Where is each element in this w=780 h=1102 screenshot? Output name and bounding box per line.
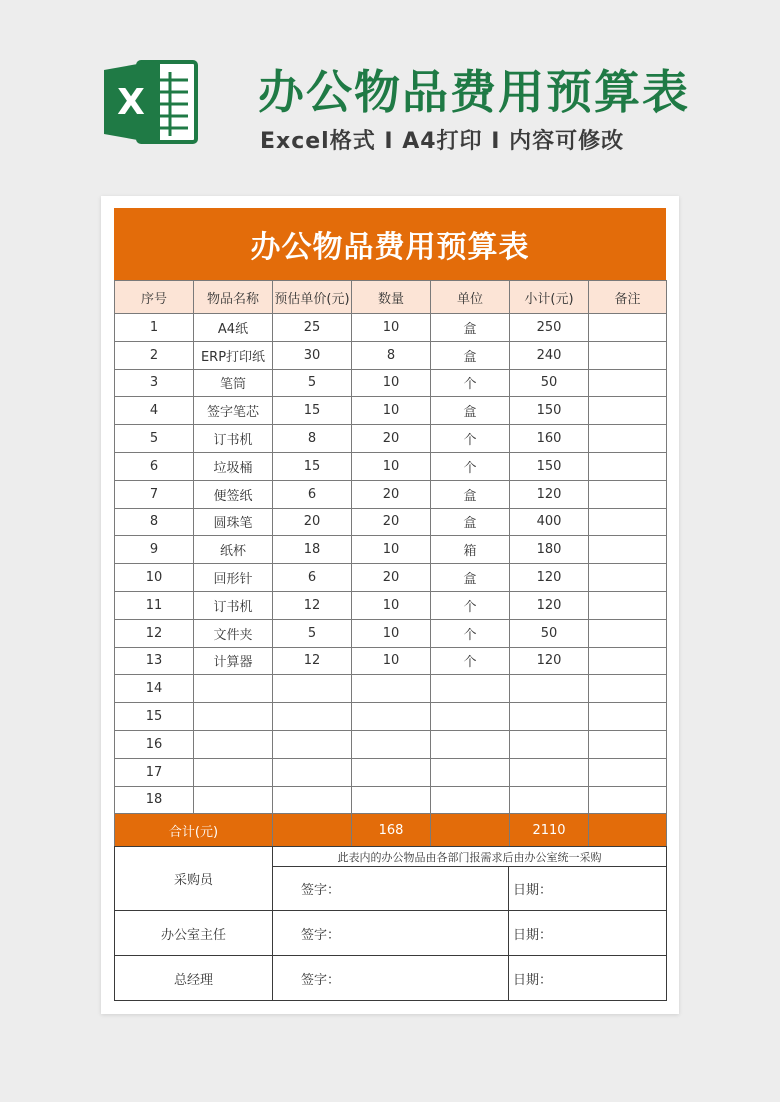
cell-no[interactable]: 14 [115,675,194,703]
cell-qty[interactable]: 10 [352,536,431,564]
cell-unit[interactable]: 个 [431,369,510,397]
column-header-unit: 单位 [431,281,510,314]
cell-unit[interactable]: 盒 [431,480,510,508]
cell-qty[interactable]: 20 [352,480,431,508]
table-row [115,647,667,675]
cell-no[interactable]: 15 [115,703,194,731]
cell-unit[interactable]: 盒 [431,564,510,592]
cell-price[interactable]: 8 [273,425,352,453]
banner-subtitle: Excel格式 I A4打印 I 内容可修改 [260,129,625,154]
cell-qty[interactable] [352,675,431,703]
cell-subtotal[interactable]: 120 [510,647,589,675]
table-row [115,369,667,397]
cell-unit[interactable]: 个 [431,647,510,675]
cell-note[interactable] [589,452,667,480]
sheet-title: 办公物品费用预算表 [114,208,666,280]
cell-name[interactable]: 笔筒 [194,369,273,397]
signer-role: 采购员 [115,847,273,911]
table-row [115,452,667,480]
cell-qty[interactable]: 10 [352,314,431,342]
cell-note[interactable] [589,480,667,508]
table-row [115,480,667,508]
cell-name[interactable]: 订书机 [194,591,273,619]
cell-name[interactable]: 垃圾桶 [194,452,273,480]
cell-qty[interactable]: 10 [352,647,431,675]
date-field[interactable]: 日期： [509,867,667,911]
cell-qty[interactable] [352,786,431,814]
cell-unit[interactable]: 盒 [431,508,510,536]
table-row [115,397,667,425]
column-header-qty: 数量 [352,281,431,314]
column-header-subtotal: 小计(元) [510,281,589,314]
cell-no[interactable]: 16 [115,730,194,758]
cell-name[interactable]: 签字笔芯 [194,397,273,425]
cell-price[interactable]: 5 [273,369,352,397]
date-field[interactable]: 日期： [509,956,667,1001]
cell-price[interactable]: 15 [273,397,352,425]
cell-note[interactable] [589,508,667,536]
cell-note[interactable] [589,730,667,758]
cell-name[interactable]: 计算器 [194,647,273,675]
cell-unit[interactable]: 个 [431,452,510,480]
table-row [115,675,667,703]
table-row [115,619,667,647]
date-field[interactable]: 日期： [509,911,667,956]
cell-name[interactable] [194,703,273,731]
cell-name[interactable] [194,675,273,703]
cell-subtotal[interactable] [510,786,589,814]
cell-name[interactable] [194,758,273,786]
table-row [115,758,667,786]
cell-unit[interactable]: 箱 [431,536,510,564]
cell-price[interactable] [273,675,352,703]
cell-subtotal[interactable]: 400 [510,508,589,536]
cell-price[interactable]: 12 [273,647,352,675]
cell-note[interactable] [589,341,667,369]
cell-no[interactable]: 5 [115,425,194,453]
cell-no[interactable]: 3 [115,369,194,397]
cell-name[interactable]: 文件夹 [194,619,273,647]
cell-name[interactable]: 回形针 [194,564,273,592]
signer-role: 总经理 [115,956,273,1001]
total-note-cell[interactable] [589,814,667,847]
total-row [115,814,667,847]
cell-subtotal[interactable]: 150 [510,397,589,425]
signature-table [114,846,667,1001]
table-row [115,508,667,536]
cell-note[interactable] [589,786,667,814]
cell-qty[interactable]: 20 [352,508,431,536]
cell-price[interactable] [273,758,352,786]
cell-price[interactable]: 30 [273,341,352,369]
cell-no[interactable]: 10 [115,564,194,592]
cell-no[interactable]: 1 [115,314,194,342]
cell-no[interactable]: 9 [115,536,194,564]
cell-qty[interactable]: 10 [352,619,431,647]
total-qty[interactable]: 168 [352,814,431,847]
cell-note[interactable] [589,536,667,564]
cell-no[interactable]: 2 [115,341,194,369]
cell-price[interactable]: 6 [273,564,352,592]
cell-unit[interactable]: 盒 [431,397,510,425]
cell-subtotal[interactable]: 180 [510,536,589,564]
column-header-no: 序号 [115,281,194,314]
signature-field[interactable]: 签字： [273,867,509,911]
cell-subtotal[interactable]: 50 [510,369,589,397]
cell-qty[interactable]: 10 [352,397,431,425]
cell-subtotal[interactable] [510,675,589,703]
column-header-note: 备注 [589,281,667,314]
cell-unit[interactable]: 个 [431,619,510,647]
cell-price[interactable]: 6 [273,480,352,508]
cell-price[interactable]: 20 [273,508,352,536]
cell-price[interactable]: 18 [273,536,352,564]
total-subtotal[interactable]: 2110 [510,814,589,847]
cell-name[interactable]: 便签纸 [194,480,273,508]
table-row [115,786,667,814]
footer-note: 此表内的办公物品由各部门报需求后由办公室统一采购 [273,847,667,867]
cell-note[interactable] [589,591,667,619]
banner-title: 办公物品费用预算表 [258,65,690,119]
cell-name[interactable]: ERP打印纸 [194,341,273,369]
cell-qty[interactable]: 20 [352,564,431,592]
cell-no[interactable]: 7 [115,480,194,508]
cell-no[interactable]: 11 [115,591,194,619]
cell-no[interactable]: 18 [115,786,194,814]
total-price-cell[interactable] [273,814,352,847]
cell-qty[interactable] [352,758,431,786]
cell-note[interactable] [589,758,667,786]
cell-price[interactable]: 5 [273,619,352,647]
cell-subtotal[interactable]: 120 [510,564,589,592]
budget-table [114,280,667,847]
cell-name[interactable]: A4纸 [194,314,273,342]
cell-unit[interactable] [431,786,510,814]
table-row [115,730,667,758]
cell-unit[interactable] [431,703,510,731]
cell-name[interactable] [194,786,273,814]
cell-unit[interactable] [431,730,510,758]
table-row [115,425,667,453]
cell-subtotal[interactable] [510,758,589,786]
cell-qty[interactable] [352,730,431,758]
signature-field[interactable]: 签字： [273,911,509,956]
signature-field[interactable]: 签字： [273,956,509,1001]
cell-name[interactable]: 纸杯 [194,536,273,564]
cell-price[interactable] [273,730,352,758]
cell-note[interactable] [589,369,667,397]
cell-qty[interactable]: 10 [352,452,431,480]
cell-unit[interactable] [431,758,510,786]
logo-letter: X [117,82,145,123]
table-header-row [115,281,667,314]
cell-note[interactable] [589,397,667,425]
table-row [115,591,667,619]
cell-no[interactable]: 8 [115,508,194,536]
cell-subtotal[interactable]: 250 [510,314,589,342]
cell-unit[interactable]: 盒 [431,314,510,342]
cell-no[interactable]: 17 [115,758,194,786]
cell-qty[interactable]: 10 [352,591,431,619]
cell-note[interactable] [589,425,667,453]
total-unit-cell[interactable] [431,814,510,847]
cell-subtotal[interactable]: 50 [510,619,589,647]
cell-unit[interactable]: 个 [431,425,510,453]
cell-qty[interactable]: 20 [352,425,431,453]
cell-subtotal[interactable]: 160 [510,425,589,453]
cell-qty[interactable]: 10 [352,369,431,397]
cell-unit[interactable]: 盒 [431,341,510,369]
cell-qty[interactable]: 8 [352,341,431,369]
signer-role: 办公室主任 [115,911,273,956]
cell-unit[interactable] [431,675,510,703]
cell-note[interactable] [589,619,667,647]
cell-name[interactable]: 圆珠笔 [194,508,273,536]
column-header-name: 物品名称 [194,281,273,314]
cell-note[interactable] [589,647,667,675]
table-row [115,341,667,369]
cell-unit[interactable]: 个 [431,591,510,619]
cell-price[interactable] [273,703,352,731]
cell-subtotal[interactable]: 150 [510,452,589,480]
cell-note[interactable] [589,314,667,342]
cell-no[interactable]: 4 [115,397,194,425]
cell-name[interactable]: 订书机 [194,425,273,453]
table-row [115,564,667,592]
cell-subtotal[interactable]: 120 [510,591,589,619]
table-row [115,703,667,731]
cell-subtotal[interactable] [510,730,589,758]
table-row [115,536,667,564]
cell-price[interactable]: 12 [273,591,352,619]
cell-no[interactable]: 12 [115,619,194,647]
total-label[interactable]: 合计(元) [115,814,273,847]
cell-price[interactable]: 15 [273,452,352,480]
cell-note[interactable] [589,564,667,592]
excel-logo-icon [104,56,200,148]
cell-price[interactable] [273,786,352,814]
cell-note[interactable] [589,675,667,703]
cell-price[interactable]: 25 [273,314,352,342]
cell-note[interactable] [589,703,667,731]
cell-subtotal[interactable]: 240 [510,341,589,369]
cell-name[interactable] [194,730,273,758]
cell-subtotal[interactable]: 120 [510,480,589,508]
cell-qty[interactable] [352,703,431,731]
cell-no[interactable]: 6 [115,452,194,480]
cell-no[interactable]: 13 [115,647,194,675]
cell-subtotal[interactable] [510,703,589,731]
column-header-price: 预估单价(元) [273,281,352,314]
table-row [115,314,667,342]
